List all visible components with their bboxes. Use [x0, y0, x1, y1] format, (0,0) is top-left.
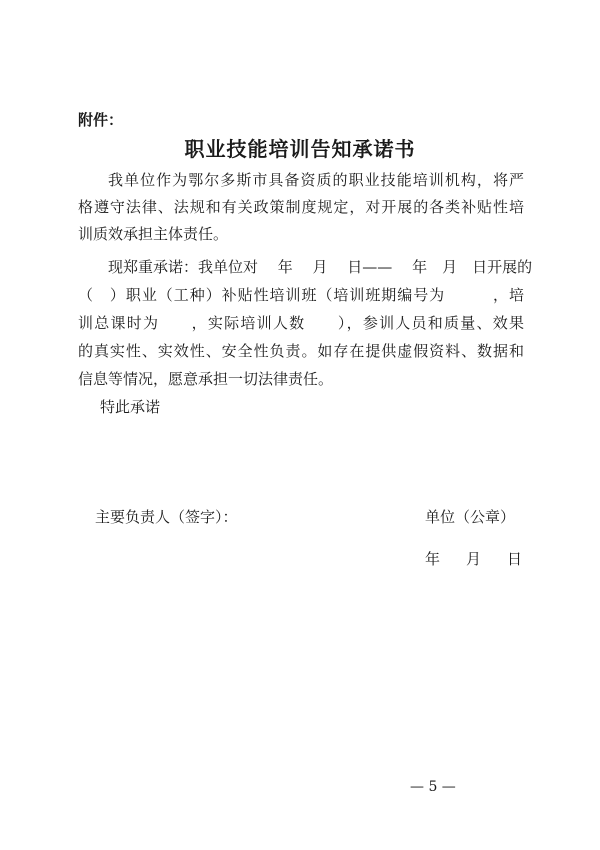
paragraph2-line2: （ ）职业（工种）补贴性培训班（培训班期编号为 ，培 [78, 286, 524, 304]
date-line [425, 549, 522, 569]
closing-text: 特此承诺 [100, 398, 161, 416]
page-number: — 5 — [410, 779, 456, 795]
paragraph1-line2: 格遵守法律、法规和有关政策制度规定，对开展的各类补贴性培 [78, 198, 524, 216]
document-title: 职业技能培训告知承诺书 [184, 137, 416, 161]
attachment-label: 附件： [78, 111, 124, 129]
paragraph2-line1: 现郑重承诺：我单位对 年 月 日—— 年 月 日开展的 [108, 258, 533, 276]
paragraph2-line4: 的真实性、实效性、安全性负责。如存在提供虚假资料、数据和 [78, 342, 524, 360]
paragraph2-line3: 训总课时为 ，实际培训人数 ），参训人员和质量、效果 [78, 314, 524, 332]
date-month: 月 [466, 550, 482, 568]
signature-person-label: 主要负责人（签字）： [95, 508, 238, 526]
date-day: 日 [507, 550, 523, 568]
paragraph1-line1: 我单位作为鄂尔多斯市具备资质的职业技能培训机构，将严 [108, 171, 524, 189]
paragraph2-line5: 信息等情况，愿意承担一切法律责任。 [78, 370, 334, 388]
date-year: 年 [425, 550, 441, 568]
signature-unit-label: 单位（公章） [425, 508, 516, 526]
paragraph1-line3: 训质效承担主体责任。 [78, 225, 229, 243]
